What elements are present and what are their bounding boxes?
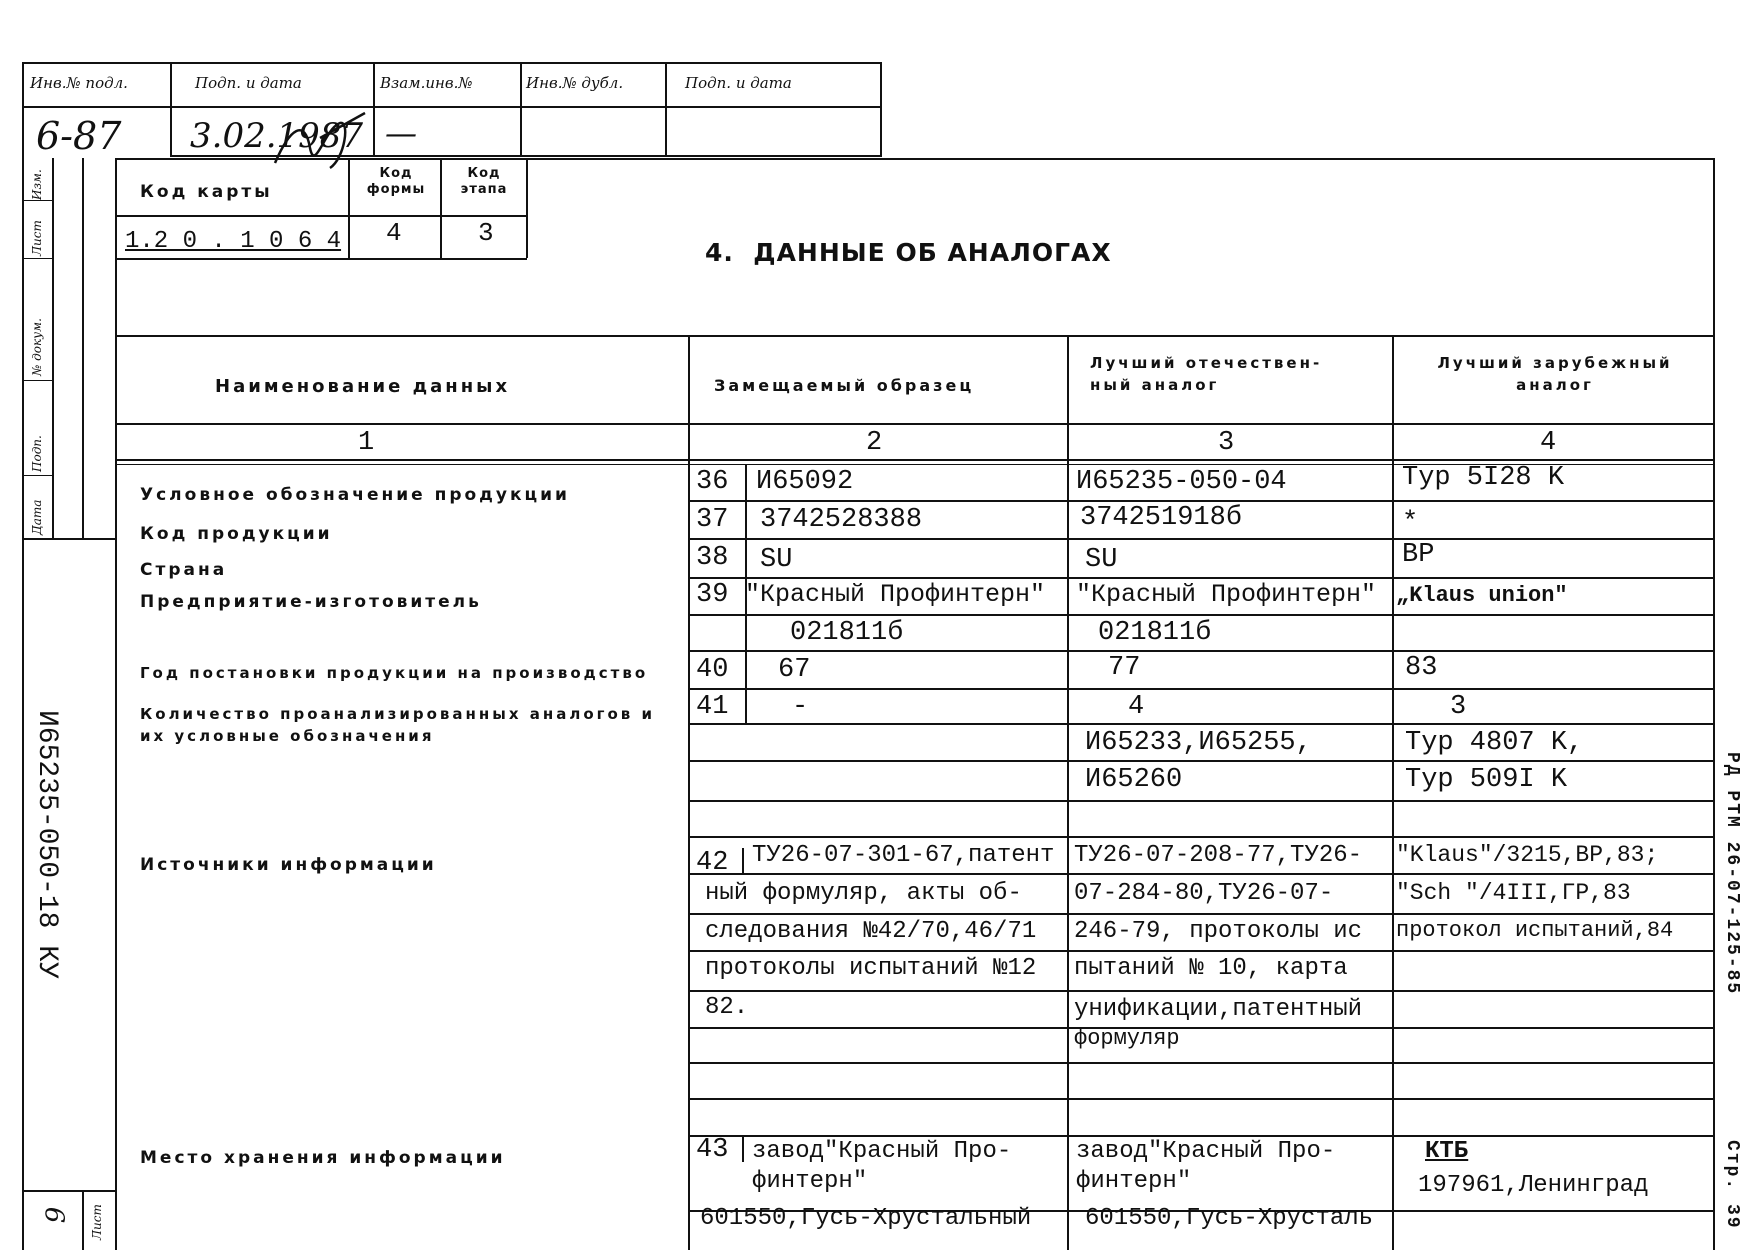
row-42-domestic-line-4: пытаний № 10, карта (1074, 955, 1348, 982)
row-label-storage: Место хранения информации (140, 1148, 506, 1168)
row-42-domestic-line-2: 07-284-80,ТУ26-07- (1074, 880, 1334, 907)
row-42-foreign-line-2: "Sch "/4III,ГP,83 (1396, 880, 1631, 906)
row-42-sample-line-2: ный формуляр, акты об- (705, 880, 1022, 907)
strip-label-doc-no: № докум. (30, 318, 44, 376)
row-42-domestic-line-6: формуляр (1074, 1026, 1180, 1051)
row-label-sources: Источники информации (140, 855, 437, 875)
card-code-label: Код карты (140, 182, 273, 202)
strip-label-change: Изм. (30, 169, 44, 200)
row-label-manufacturer: Предприятие-изготовитель (140, 592, 482, 612)
stamp-value-replaced: — (385, 114, 417, 152)
col-header-best-domestic: Лучший отечествен- ный аналог (1090, 354, 1323, 394)
row-40-sample: 67 (778, 655, 811, 685)
sheet-number: 9 (41, 1206, 72, 1224)
document-designation: И65235-050-18 КУ (31, 710, 62, 979)
sheet-label: Лист (90, 1204, 104, 1240)
col-number-3: 3 (1218, 428, 1235, 458)
row-42-sample-line-4: протоколы испытаний №12 (705, 955, 1037, 982)
form-code-label: Код формы (366, 166, 426, 197)
row-41-foreign: 3 (1450, 692, 1467, 722)
row-39-number: 39 (696, 580, 729, 610)
row-41-domestic: 4 (1128, 692, 1145, 722)
row-38-sample: SU (760, 545, 793, 575)
row-36-foreign: Typ 5I28 K (1402, 463, 1565, 493)
strip-label-sheet: Лист (30, 220, 44, 256)
stamp-value-inv-original: 6-87 (36, 114, 122, 158)
row-42-domestic-line-1: ТУ26-07-208-77,ТУ26- (1074, 842, 1363, 869)
row-label-country: Страна (140, 560, 228, 580)
row-43-foreign-line-2: 197961,Ленинград (1418, 1172, 1649, 1199)
row-41b-domestic: И65233,И65255, (1085, 728, 1312, 758)
right-margin-doc-code: РД РТМ 26-07-125-85 (1722, 752, 1742, 996)
row-label-analogs: Количество проанализированных аналогов и их условные обозначения (140, 705, 655, 745)
col-header-name: Наименование данных (215, 376, 511, 397)
row-42-sample-line-1: ТУ26-07-301-67,патент (752, 842, 1055, 869)
row-37-domestic: 374251918б (1080, 503, 1243, 533)
col-header-replaced-sample: Замещаемый образец (714, 376, 975, 395)
row-42-domestic-line-5: унификации,патентный (1074, 996, 1363, 1023)
strip-label-signature: Подп. (30, 435, 44, 472)
row-41-sample: - (792, 692, 809, 722)
row-label-designation: Условное обозначение продукции (140, 485, 570, 505)
section-title: 4. ДАННЫЕ ОБ АНАЛОГАХ (705, 238, 1112, 267)
col-number-1: 1 (358, 428, 375, 458)
row-39-domestic: "Красный Профинтерн" (1076, 580, 1377, 609)
stage-code-value: 3 (478, 218, 494, 248)
row-43-sample-line-1: завод"Красный Про- (752, 1138, 1012, 1165)
row-37-foreign: * (1402, 508, 1419, 538)
row-40-foreign: 83 (1405, 653, 1438, 683)
row-39b-domestic: 021811б (1098, 618, 1212, 648)
row-label-code: Код продукции (140, 524, 333, 544)
row-41c-domestic: И65260 (1085, 765, 1183, 795)
row-41b-foreign: Typ 4807 K, (1405, 728, 1584, 758)
row-42-foreign-line-3: протокол испытаний,84 (1396, 918, 1674, 943)
row-43-domestic-line-2: финтерн" (1076, 1168, 1192, 1195)
col-number-2: 2 (866, 428, 883, 458)
card-code-value: 1.2 0 . 1 0 6 4 (125, 228, 342, 255)
stamp-value-date: 3.02.1987 (190, 116, 364, 156)
row-39b-sample: 021811б (790, 618, 904, 648)
row-43-number: 43 (696, 1135, 729, 1165)
strip-label-date: Дата (30, 499, 44, 535)
row-36-domestic: И65235-050-04 (1076, 467, 1287, 497)
row-36-number: 36 (696, 467, 729, 497)
row-43-domestic-line-1: завод"Красный Про- (1076, 1138, 1336, 1165)
col-header-best-foreign: Лучший зарубежный аналог (1437, 354, 1673, 394)
row-42-number: 42 (696, 848, 729, 878)
row-40-number: 40 (696, 655, 729, 685)
row-42-foreign-line-1: "Klaus"/3215,BP,83; (1396, 842, 1659, 868)
stage-code-label: Код этапа (460, 166, 508, 197)
row-36-sample: И65092 (756, 467, 854, 497)
row-43-foreign-line-1: КТБ (1425, 1138, 1469, 1165)
stamp-header-signature-date-2: Подп. и дата (685, 74, 792, 92)
row-label-year: Год постановки продукции на производство (140, 664, 649, 682)
row-43-domestic-line-3: 601550,Гусь-Хрусталь (1085, 1205, 1374, 1232)
row-37-sample: 3742528388 (760, 505, 923, 535)
form-code-value: 4 (386, 218, 402, 248)
row-42-sample-line-3: следования №42/70,46/71 (705, 918, 1037, 945)
row-42-domestic-line-3: 246-79, протоколы ис (1074, 918, 1363, 945)
row-38-foreign: BP (1402, 540, 1435, 570)
stamp-header-inv-original: Инв.№ подл. (30, 74, 128, 92)
row-41-number: 41 (696, 692, 729, 722)
row-43-sample-line-3: 601550,Гусь-Хрустальный (700, 1205, 1032, 1232)
row-43-sample-line-2: финтерн" (752, 1168, 868, 1195)
row-40-domestic: 77 (1108, 653, 1141, 683)
row-39-sample: "Красный Профинтерн" (745, 580, 1046, 609)
stamp-header-signature-date: Подп. и дата (195, 74, 302, 92)
stamp-header-inv-duplicate: Инв.№ дубл. (526, 74, 624, 92)
row-38-domestic: SU (1085, 545, 1118, 575)
row-37-number: 37 (696, 505, 729, 535)
stamp-header-replaced-inv: Взам.инв.№ (380, 74, 473, 92)
right-margin-page: Стр. 39 (1722, 1140, 1742, 1230)
row-38-number: 38 (696, 543, 729, 573)
row-39-foreign: „Klaus union" (1396, 583, 1568, 608)
row-42-sample-line-5: 82. (705, 994, 749, 1021)
col-number-4: 4 (1540, 428, 1557, 458)
row-41c-foreign: Typ 509I K (1405, 765, 1568, 795)
